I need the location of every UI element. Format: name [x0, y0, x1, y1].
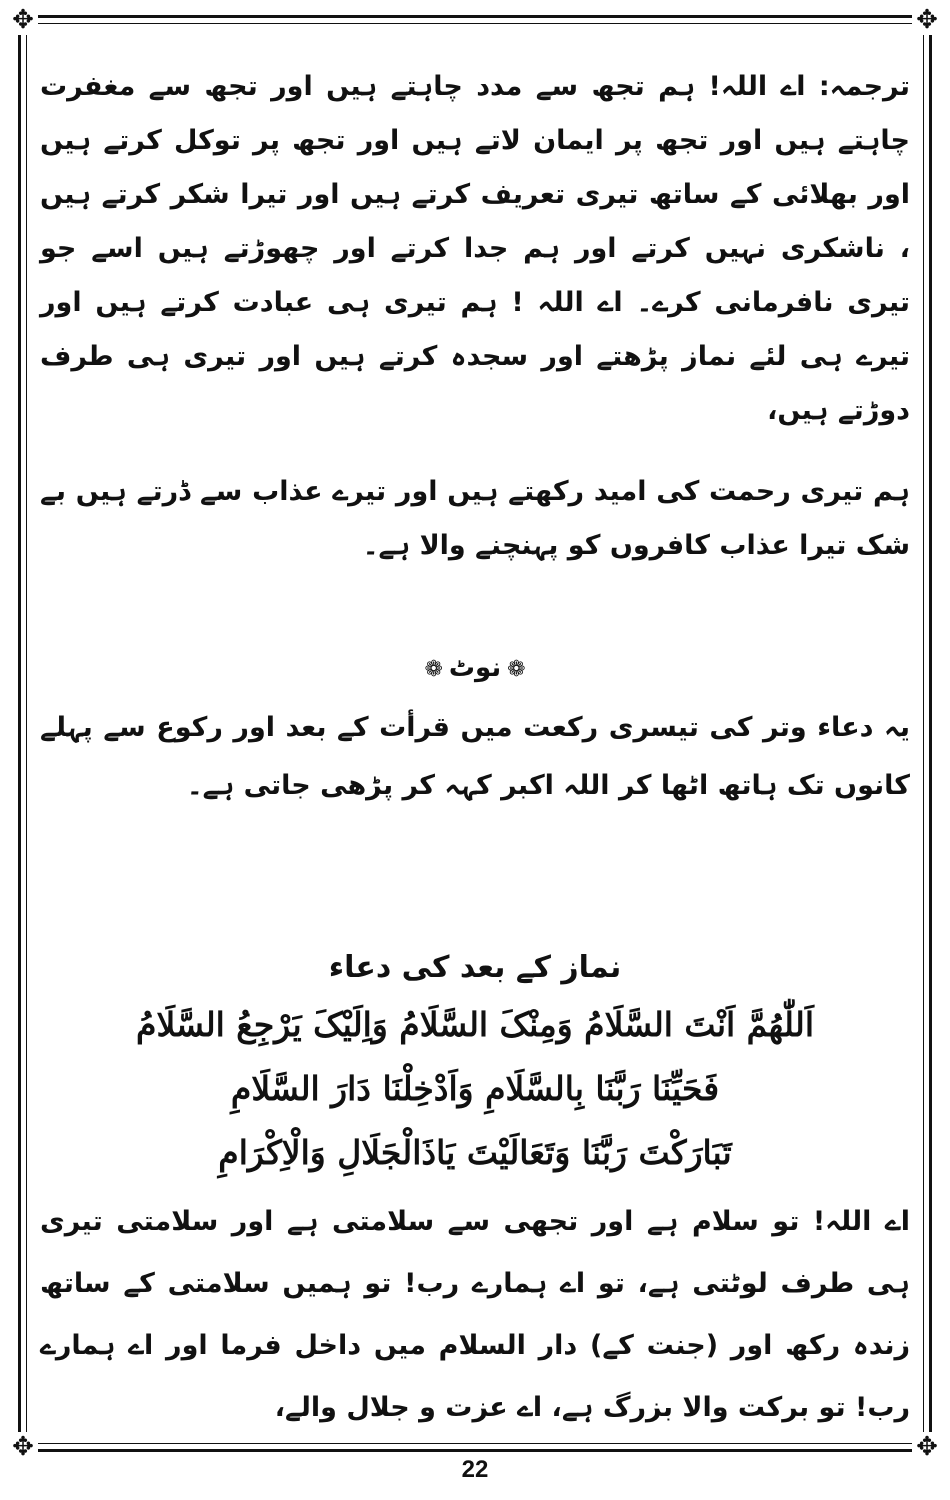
note-heading-label: نوٹ [448, 653, 502, 683]
arabic-dua-line-1: اَللّٰھُمَّ اَنْتَ السَّلَامُ وَمِنْکَ السَّلَامُ وَاِلَیْکَ یَرْجِعُ السَّلَامُ [136, 1005, 814, 1044]
arabic-dua-line-3: تَبَارَکْتَ رَبَّنَا وَتَعَالَیْتَ یَاذَالْجَلَالِ وَالْاِکْرَامِ [218, 1133, 732, 1172]
ornament-icon: ❁ [507, 657, 526, 682]
hope-paragraph: ہم تیری رحمت کی امید رکھتے ہیں اور تیرے عذاب سے ڈرتے ہیں بے شک تیرا عذاب کافروں کو پہنچنے والا ہے۔ [40, 476, 910, 561]
note-text: یہ دعاء وتر کی تیسری رکعت میں قرأت کے بعد اور رکوع سے پہلے کانوں تک ہاتھ اٹھا کر اللہ اکبر کہہ کر پڑھی جاتی ہے۔ [40, 712, 910, 801]
corner-ornament-icon: ✥ [8, 5, 38, 35]
page-number: 22 [461, 1456, 489, 1483]
corner-ornament-icon: ✥ [8, 1432, 38, 1462]
note-heading [40, 653, 910, 683]
dua-heading: نماز کے بعد کی دعاء [328, 950, 622, 985]
corner-ornament-icon: ✥ [912, 1432, 942, 1462]
translation-paragraph: ترجمہ: اے اللہ! ہم تجھ سے مدد چاہتے ہیں اور تجھ سے مغفرت چاہتے ہیں اور تجھ پر ایمان لاتے ہیں اور تجھ پر توکل کرتے ہیں اور بھلائی کے ساتھ تیری تعریف کرتے ہیں اور تیرا شکر کرتے ہیں ، ناشکری نہیں کرتے اور ہم جدا کرتے اور چھوڑتے ہیں اسے جو تیری نافرمانی کرے۔ اے اللہ ! ہم تیری ہی عبادت کرتے ہیں اور تیرے ہی لئے نماز پڑھتے اور سجدہ کرتے ہیں اور تیری ہی طرف دوڑتے ہیں، [40, 71, 910, 426]
dua-translation: اے اللہ! تو سلام ہے اور تجھی سے سلامتی ہے اور سلامتی تیری ہی طرف لوٹتی ہے، تو اے ہمارے رب! تو ہمیں سلامتی کے ساتھ زندہ رکھ اور (جنت کے) دار السلام میں داخل فرما اور اے ہمارے رب! تو برکت والا بزرگ ہے، اے عزت و جلال والے، [40, 1206, 910, 1423]
corner-ornament-icon: ✥ [912, 5, 942, 35]
ornament-icon: ❁ [424, 657, 443, 682]
page-content [40, 40, 910, 1440]
arabic-dua-line-2: فَحَیِّنَا رَبَّنَا بِالسَّلَامِ وَاَدْخِلْنَا دَارَ السَّلَامِ [230, 1069, 720, 1108]
